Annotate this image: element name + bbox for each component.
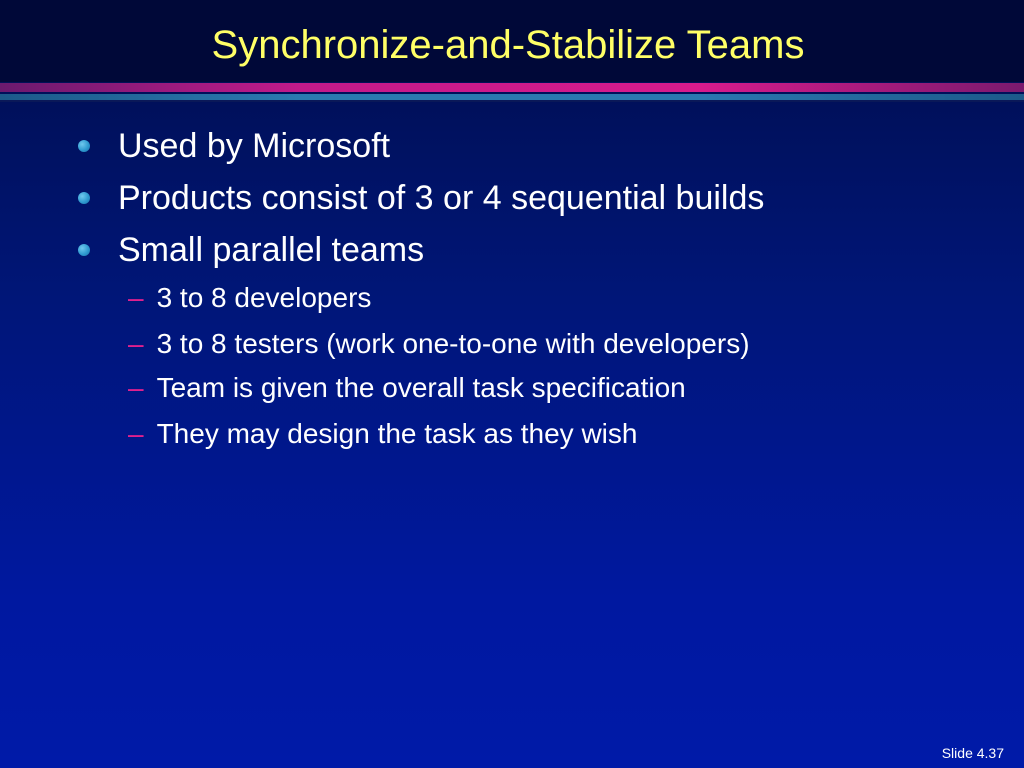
bullet-item <box>78 124 390 168</box>
bullet-item <box>78 228 424 272</box>
sub-bullet-item <box>128 279 371 317</box>
sub-bullet-item <box>128 415 637 453</box>
sub-bullet-text: Team is given the overall task specification <box>156 372 686 403</box>
bullet-text: Used by Microsoft <box>118 127 391 165</box>
dash-marker: – <box>128 418 144 449</box>
slide-number: Slide 4.37 <box>941 745 1004 761</box>
dash-marker: – <box>128 372 144 403</box>
dash-marker: – <box>128 328 144 359</box>
sub-bullet-item <box>128 369 686 407</box>
bullet-dot-icon <box>78 244 90 256</box>
bullet-dot-icon <box>78 192 90 204</box>
bullet-dot-icon <box>78 140 90 152</box>
bullet-text: Products consist of 3 or 4 sequential builds <box>118 179 765 217</box>
slide-title: Synchronize-and-Stabilize Teams <box>211 23 805 67</box>
bullet-text: Small parallel teams <box>118 231 425 269</box>
sub-bullet-text: 3 to 8 developers <box>156 282 372 313</box>
sub-bullet-text: They may design the task as they wish <box>156 418 638 449</box>
bullet-item <box>78 176 764 220</box>
sub-bullet-item <box>128 325 750 363</box>
dash-marker: – <box>128 282 144 313</box>
sub-bullet-text: 3 to 8 testers (work one-to-one with developers) <box>156 328 750 359</box>
